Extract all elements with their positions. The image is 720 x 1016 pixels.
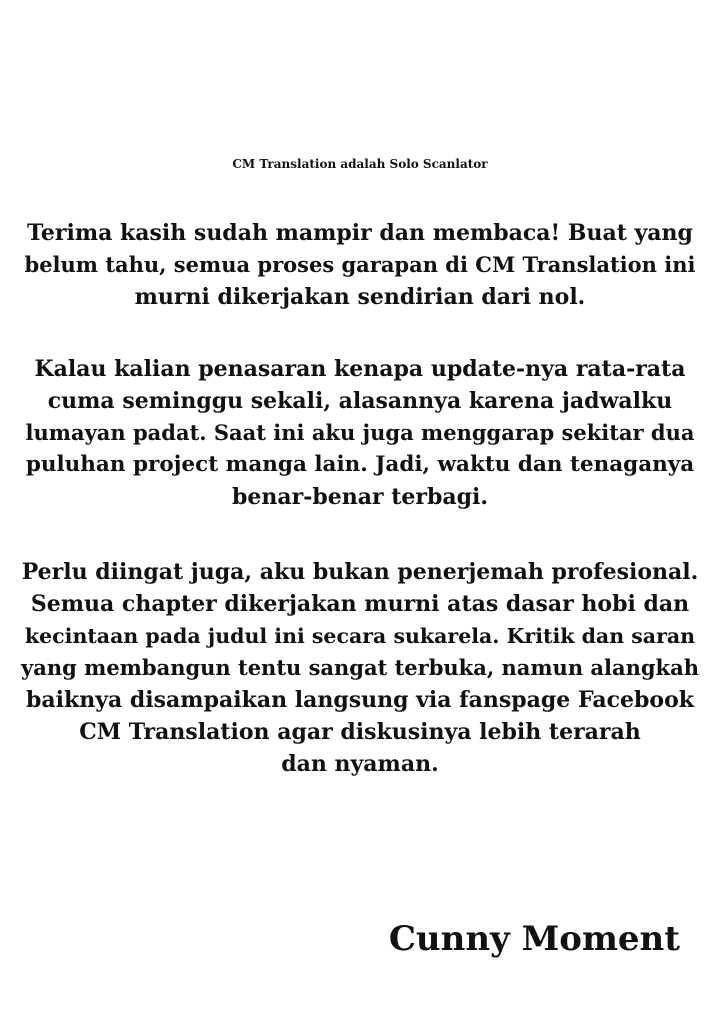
- paragraph-disclaimer: [20, 556, 700, 780]
- paragraph-line: Terima kasih sudah mampir dan membaca! Buat yang: [27, 220, 693, 246]
- paragraph-line: Kalau kalian penasaran kenapa update-nya rata-rata: [34, 356, 686, 382]
- paragraph-line: dan nyaman.: [281, 751, 439, 777]
- paragraph-line: murni dikerjakan sendirian dari nol.: [134, 284, 586, 310]
- paragraph-line: puluhan project manga lain. Jadi, waktu dan tenaganya: [25, 452, 695, 477]
- paragraph-line: yang membangun tentu sangat terbuka, namun alangkah: [21, 655, 699, 680]
- signature: Cunny Moment: [388, 919, 680, 959]
- paragraph-line: benar-benar terbagi.: [231, 484, 489, 510]
- paragraph-line: Semua chapter dikerjakan murni atas dasar hobi dan: [30, 591, 690, 617]
- paragraph-line: cuma seminggu sekali, alasannya karena jadwalku: [47, 388, 673, 414]
- paragraph-line: kecintaan pada judul ini secara sukarela. Kritik dan saran: [24, 624, 696, 648]
- paragraph-line: Perlu diingat juga, aku bukan penerjemah profesional.: [21, 559, 699, 585]
- paragraph-line: CM Translation agar diskusinya lebih terarah: [79, 719, 641, 745]
- page-heading: CM Translation adalah Solo Scanlator: [232, 157, 488, 171]
- paragraph-line: belum tahu, semua proses garapan di CM Translation ini: [24, 252, 696, 277]
- paragraph-line: baiknya disampaikan langsung via fanspage Facebook: [25, 687, 694, 713]
- paragraph-thanks: [20, 217, 700, 313]
- paragraph-line: lumayan padat. Saat ini aku juga menggarap sekitar dua: [25, 420, 695, 445]
- paragraph-update-schedule: [20, 353, 700, 513]
